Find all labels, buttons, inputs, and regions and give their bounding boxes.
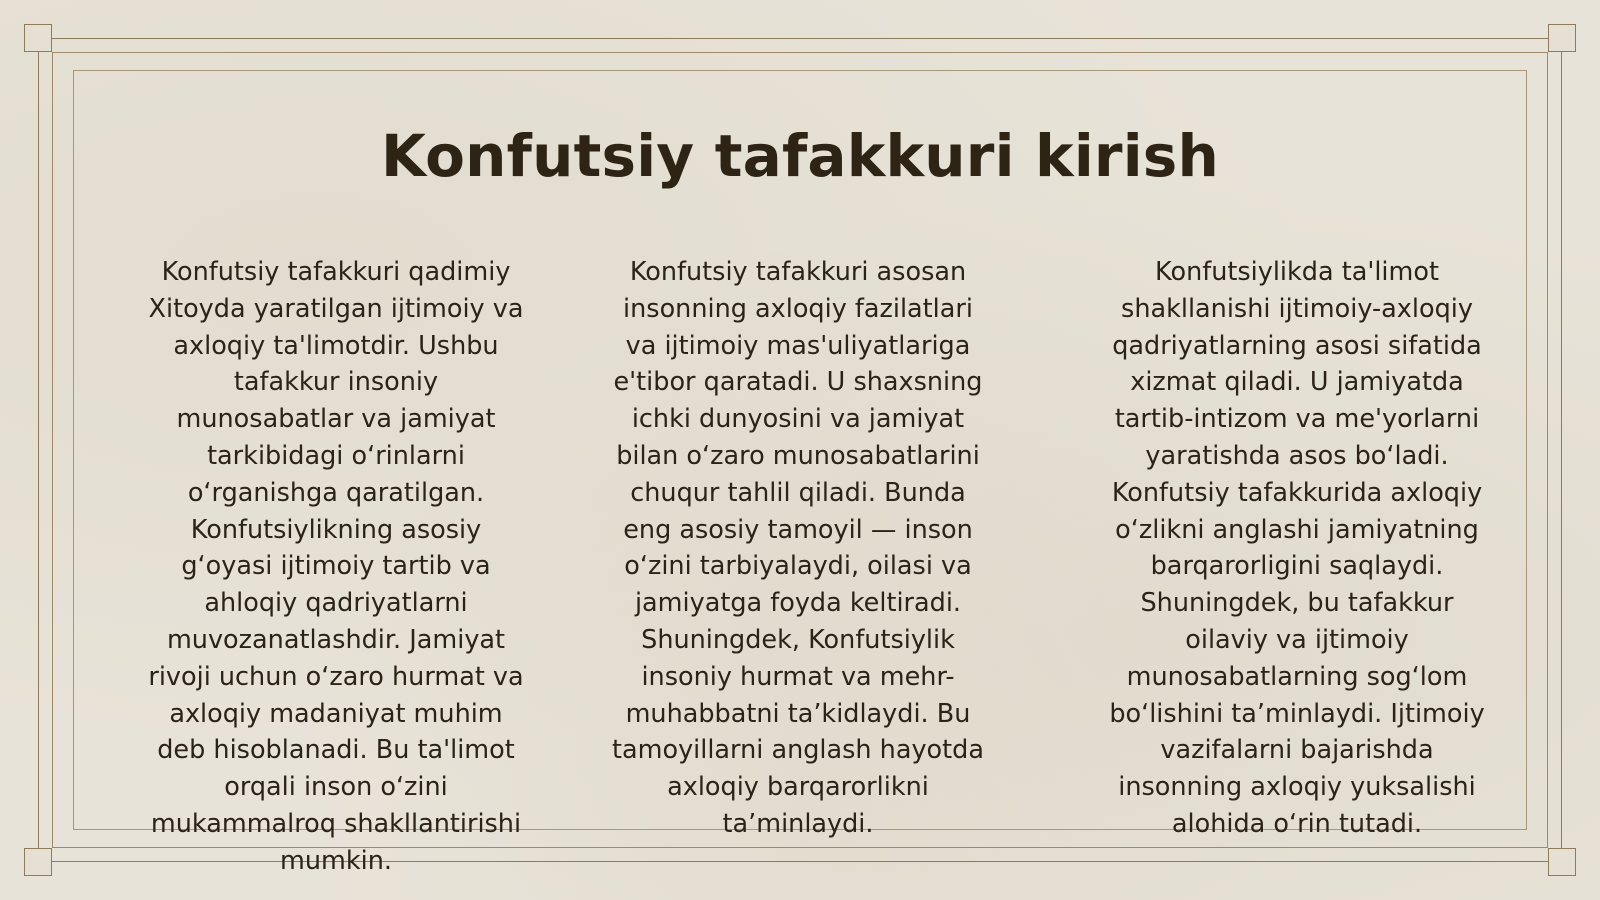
corner-ornament-top-left [24, 24, 52, 52]
corner-ornament-top-right [1548, 24, 1576, 52]
text-column-middle: Konfutsiy tafakkuri asosan insonning axloqiy fazilatlari va ijtimoiy mas'uliyatlariga e'tibor qaratadi. U shaxsning ichki dunyosini va jamiyat bilan o‘zaro munosabatlarini chuqur tahlil qiladi. Bunda eng asosiy tamoyil — inson o‘zini tarbiyalaydi, oilasi va jamiyatga foyda keltiradi. Shuningdek, Konfutsiylik insoniy hurmat va mehr-muhabbatni ta’kidlaydi. Bu tamoyillarni anglash hayotda axloqiy barqarorlikni ta’minlaydi. [612, 257, 984, 839]
text-column-right: Konfutsiylikda ta'limot shakllanishi ijtimoiy-axloqiy qadriyatlarning asosi sifatida xizmat qiladi. U jamiyatda tartib-intizom va me'yorlarni yaratishda asos bo‘ladi. Konfutsiy tafakkurida axloqiy o‘zlikni anglashi jamiyatning barqarorligini saqlaydi. Shuningdek, bu tafakkur oilaviy va ijtimoiy munosabatlarning sog‘lom bo‘lishini ta’minlaydi. Ijtimoiy vazifalarni bajarishda insonning axloqiy yuksalishi alohida o‘rin tutadi. [1109, 257, 1485, 839]
corner-ornament-bottom-right [1548, 848, 1576, 876]
text-column-left: Konfutsiy tafakkuri qadimiy Xitoyda yaratilgan ijtimoiy va axloqiy ta'limotdir. Ushbu tafakkur insoniy munosabatlar va jamiyat tarkibidagi o‘rinlarni o‘rganishga qaratilgan. Konfutsiylikning asosiy g‘oyasi ijtimoiy tartib va ahloqiy qadriyatlarni muvozanatlashdir. Jamiyat rivoji uchun o‘zaro hurmat va axloqiy madaniyat muhim deb hisoblanadi. Bu ta'limot orqali inson o‘zini mukammalroq shakllantirishi mumkin. [148, 257, 524, 876]
slide-title: Konfutsiy tafakkuri kirish [380, 122, 1219, 190]
corner-ornament-bottom-left [24, 848, 52, 876]
